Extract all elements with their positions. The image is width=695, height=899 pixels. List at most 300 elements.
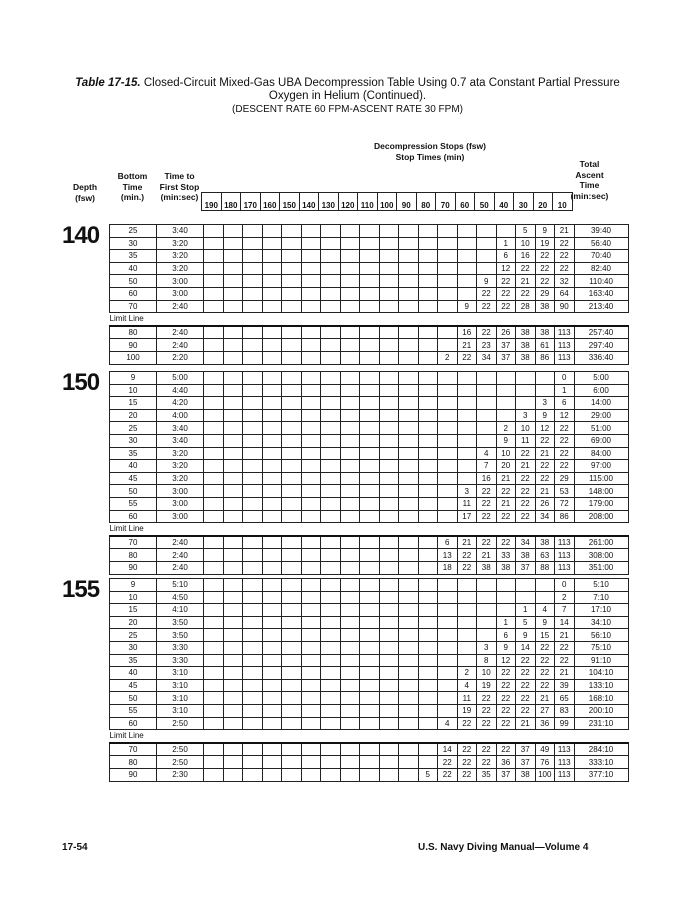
table-row xyxy=(110,591,629,604)
stop-time-cell: 22 xyxy=(555,422,575,435)
stop-time-cell: 22 xyxy=(555,641,575,654)
stop-time-cell xyxy=(360,579,380,592)
stop-depth-header-40: 40 xyxy=(494,193,514,211)
time-to-first-stop-cell: 2:50 xyxy=(157,756,204,769)
stop-time-cell xyxy=(399,225,419,238)
stop-time-cell xyxy=(399,679,419,692)
stop-time-cell xyxy=(282,549,302,562)
stop-time-cell xyxy=(204,561,224,574)
time-to-first-stop-cell: 2:50 xyxy=(157,717,204,730)
stop-time-cell xyxy=(516,579,536,592)
table-row xyxy=(110,679,629,692)
stop-time-cell xyxy=(360,549,380,562)
stop-time-cell xyxy=(340,604,360,617)
stop-time-cell xyxy=(223,510,243,523)
stop-time-cell xyxy=(360,262,380,275)
stop-time-cell xyxy=(418,326,438,339)
total-ascent-time-cell: 351:00 xyxy=(574,561,628,574)
total-ascent-time-cell: 163:40 xyxy=(574,287,628,300)
stop-time-cell: 3 xyxy=(477,641,497,654)
stop-time-cell: 22 xyxy=(496,704,516,717)
stop-time-cell: 12 xyxy=(496,262,516,275)
stop-time-cell xyxy=(282,287,302,300)
stop-time-cell: 10 xyxy=(516,422,536,435)
stop-time-cell xyxy=(301,604,321,617)
table-row xyxy=(110,472,629,485)
stop-time-cell: 113 xyxy=(555,768,575,781)
stop-time-cell xyxy=(340,667,360,680)
stop-time-cell: 63 xyxy=(535,549,555,562)
stop-time-cell xyxy=(340,510,360,523)
stop-time-cell xyxy=(418,472,438,485)
stop-time-cell xyxy=(340,756,360,769)
stop-time-cell: 113 xyxy=(555,549,575,562)
bottom-time-cell: 15 xyxy=(110,604,157,617)
stop-time-cell: 39 xyxy=(555,679,575,692)
stop-time-cell xyxy=(535,579,555,592)
stop-time-cell xyxy=(438,397,458,410)
stop-time-cell xyxy=(204,237,224,250)
stop-time-cell xyxy=(204,756,224,769)
stop-time-cell xyxy=(243,704,263,717)
stop-time-cell: 113 xyxy=(555,756,575,769)
stop-time-cell xyxy=(301,397,321,410)
stop-time-cell xyxy=(243,756,263,769)
stop-time-cell: 36 xyxy=(496,756,516,769)
table-row xyxy=(110,434,629,447)
stop-depth-header-100: 100 xyxy=(377,193,397,211)
stop-time-cell xyxy=(438,692,458,705)
bottom-time-label-2: Time xyxy=(122,181,143,192)
stop-time-cell xyxy=(223,679,243,692)
stop-time-cell xyxy=(321,372,341,385)
stop-time-cell xyxy=(477,250,497,263)
stop-time-cell xyxy=(340,351,360,364)
stop-time-cell: 2 xyxy=(555,591,575,604)
stop-time-cell xyxy=(379,561,399,574)
stop-time-cell xyxy=(262,472,282,485)
stop-time-cell: 12 xyxy=(496,654,516,667)
stop-time-cell: 21 xyxy=(555,667,575,680)
limit-line-row xyxy=(110,313,629,326)
stop-time-cell xyxy=(243,654,263,667)
stop-time-cell: 38 xyxy=(516,326,536,339)
stop-time-cell xyxy=(477,372,497,385)
stop-time-cell xyxy=(321,250,341,263)
stop-time-cell xyxy=(204,287,224,300)
stop-time-cell xyxy=(340,250,360,263)
stop-time-cell xyxy=(340,579,360,592)
stop-time-cell: 113 xyxy=(555,351,575,364)
bottom-time-cell: 10 xyxy=(110,384,157,397)
stop-time-cell xyxy=(360,372,380,385)
stop-time-cell xyxy=(496,579,516,592)
stop-time-cell xyxy=(340,300,360,313)
stop-time-cell xyxy=(360,485,380,498)
stop-time-cell xyxy=(399,434,419,447)
stop-time-cell: 22 xyxy=(535,250,555,263)
stop-time-cell xyxy=(438,409,458,422)
time-to-first-stop-cell: 3:20 xyxy=(157,447,204,460)
stop-time-cell xyxy=(438,641,458,654)
table-row xyxy=(110,604,629,617)
stop-time-cell xyxy=(223,497,243,510)
stop-time-cell xyxy=(399,300,419,313)
stop-time-cell: 22 xyxy=(477,704,497,717)
stop-time-cell: 11 xyxy=(457,497,477,510)
stop-time-cell xyxy=(321,616,341,629)
total-ascent-time-cell: 34:10 xyxy=(574,616,628,629)
time-to-first-stop-cell: 3:20 xyxy=(157,262,204,275)
bottom-time-cell: 90 xyxy=(110,768,157,781)
bottom-time-cell: 60 xyxy=(110,510,157,523)
stop-time-cell xyxy=(282,409,302,422)
table-row xyxy=(110,372,629,385)
stop-time-cell xyxy=(418,629,438,642)
time-to-first-stop-cell: 3:50 xyxy=(157,616,204,629)
stop-time-cell: 22 xyxy=(516,510,536,523)
stop-time-cell xyxy=(301,409,321,422)
stop-time-cell xyxy=(282,339,302,352)
bottom-time-cell: 55 xyxy=(110,497,157,510)
stop-time-cell xyxy=(321,300,341,313)
stop-time-cell xyxy=(418,497,438,510)
stop-time-cell: 4 xyxy=(438,717,458,730)
total-ascent-time-cell: 115:00 xyxy=(574,472,628,485)
stop-time-cell xyxy=(340,397,360,410)
stop-time-cell xyxy=(360,561,380,574)
bottom-time-cell: 35 xyxy=(110,447,157,460)
stop-time-cell: 23 xyxy=(477,339,497,352)
table-row xyxy=(110,275,629,288)
stop-time-cell xyxy=(340,768,360,781)
stop-time-cell xyxy=(223,768,243,781)
stop-time-cell xyxy=(243,549,263,562)
time-to-label: Time to xyxy=(164,171,195,181)
table-row xyxy=(110,692,629,705)
stop-time-cell xyxy=(301,641,321,654)
stop-time-cell: 32 xyxy=(555,275,575,288)
stop-time-cell xyxy=(243,339,263,352)
stop-time-cell: 22 xyxy=(555,262,575,275)
bottom-time-cell: 10 xyxy=(110,591,157,604)
stop-time-cell xyxy=(262,768,282,781)
stop-time-cell xyxy=(360,397,380,410)
stop-time-cell: 113 xyxy=(555,339,575,352)
stop-time-cell xyxy=(477,629,497,642)
stop-time-cell xyxy=(262,485,282,498)
stop-time-cell xyxy=(204,326,224,339)
stop-time-cell xyxy=(301,262,321,275)
stop-time-cell xyxy=(399,604,419,617)
stop-time-cell xyxy=(204,604,224,617)
stop-time-cell xyxy=(418,300,438,313)
stop-time-cell xyxy=(204,485,224,498)
table-row xyxy=(110,326,629,339)
table-row xyxy=(110,616,629,629)
stop-time-cell xyxy=(301,536,321,549)
stop-time-cell: 22 xyxy=(477,743,497,756)
depth-label: 155 xyxy=(62,576,100,603)
bottom-time-cell: 60 xyxy=(110,717,157,730)
stop-time-cell xyxy=(262,579,282,592)
stop-time-cell xyxy=(204,339,224,352)
stop-time-cell xyxy=(457,250,477,263)
stop-time-cell xyxy=(223,339,243,352)
total-ascent-time-cell: 261:00 xyxy=(574,536,628,549)
limit-line-row xyxy=(110,523,629,536)
first-stop-label: First Stop xyxy=(159,181,200,192)
stop-time-cell xyxy=(438,497,458,510)
bottom-time-cell: 50 xyxy=(110,485,157,498)
stop-time-cell xyxy=(418,250,438,263)
stop-time-cell xyxy=(399,472,419,485)
stop-time-cell xyxy=(340,460,360,473)
table-row xyxy=(110,654,629,667)
stop-time-cell: 86 xyxy=(555,510,575,523)
stop-time-cell xyxy=(301,250,321,263)
total-ascent-time-cell: 5:10 xyxy=(574,579,628,592)
total-ascent-time-cell: 39:40 xyxy=(574,225,628,238)
stop-time-cell: 21 xyxy=(535,447,555,460)
stop-time-cell xyxy=(438,275,458,288)
stop-time-cell: 21 xyxy=(555,225,575,238)
table-row xyxy=(110,756,629,769)
bottom-time-cell: 40 xyxy=(110,667,157,680)
stop-time-cell xyxy=(379,275,399,288)
stop-time-cell xyxy=(243,225,263,238)
stop-time-cell: 22 xyxy=(535,262,555,275)
total-ascent-time-cell: 213:40 xyxy=(574,300,628,313)
stop-time-cell: 8 xyxy=(477,654,497,667)
stop-time-cell xyxy=(321,768,341,781)
stop-time-cell xyxy=(223,579,243,592)
decompression-stops-header xyxy=(350,141,510,162)
stop-time-cell xyxy=(321,460,341,473)
stop-time-cell xyxy=(360,237,380,250)
stop-time-cell xyxy=(301,756,321,769)
stop-time-cell xyxy=(301,692,321,705)
stop-time-cell xyxy=(282,768,302,781)
stop-time-cell xyxy=(438,372,458,385)
stop-time-cell: 22 xyxy=(477,692,497,705)
stop-time-cell: 37 xyxy=(516,561,536,574)
stop-time-cell xyxy=(243,275,263,288)
stop-time-cell: 113 xyxy=(555,743,575,756)
stop-time-cell xyxy=(399,384,419,397)
stop-time-cell: 38 xyxy=(535,326,555,339)
stop-time-cell: 22 xyxy=(516,679,536,692)
stop-time-cell: 22 xyxy=(477,300,497,313)
stop-time-cell: 20 xyxy=(496,460,516,473)
stop-time-cell xyxy=(418,460,438,473)
stop-time-cell xyxy=(262,372,282,385)
stop-time-cell: 12 xyxy=(535,422,555,435)
stop-time-cell: 72 xyxy=(555,497,575,510)
stop-time-cell: 21 xyxy=(535,485,555,498)
stop-time-cell xyxy=(301,225,321,238)
stop-time-cell xyxy=(379,351,399,364)
stop-time-cell xyxy=(262,447,282,460)
stop-time-cell xyxy=(477,384,497,397)
table-row xyxy=(110,667,629,680)
stop-time-cell xyxy=(204,497,224,510)
stop-time-cell: 6 xyxy=(555,397,575,410)
bottom-time-cell: 70 xyxy=(110,743,157,756)
stop-time-cell xyxy=(418,409,438,422)
depth-label: 150 xyxy=(62,369,100,396)
stop-time-cell xyxy=(438,326,458,339)
stop-time-cell xyxy=(243,237,263,250)
stop-time-cell xyxy=(204,409,224,422)
total-ascent-time-cell: 308:00 xyxy=(574,549,628,562)
stop-time-cell xyxy=(438,287,458,300)
time-to-first-stop-cell: 3:00 xyxy=(157,287,204,300)
stop-time-cell xyxy=(321,756,341,769)
time-to-first-stop-cell: 3:00 xyxy=(157,497,204,510)
stop-time-cell xyxy=(321,654,341,667)
stop-time-cell xyxy=(399,497,419,510)
bottom-time-cell: 50 xyxy=(110,692,157,705)
bottom-time-cell: 40 xyxy=(110,262,157,275)
stop-time-cell xyxy=(243,692,263,705)
stop-time-cell xyxy=(262,339,282,352)
stop-time-cell: 22 xyxy=(477,756,497,769)
stop-time-cell xyxy=(204,422,224,435)
bottom-time-cell: 30 xyxy=(110,434,157,447)
stop-time-cell xyxy=(340,679,360,692)
stop-depth-header-120: 120 xyxy=(338,193,358,211)
stop-time-cell xyxy=(340,384,360,397)
stop-time-cell: 14 xyxy=(438,743,458,756)
stop-time-cell xyxy=(340,692,360,705)
bottom-time-cell: 90 xyxy=(110,561,157,574)
stop-time-cell xyxy=(301,654,321,667)
stop-time-cell xyxy=(262,641,282,654)
stop-time-cell xyxy=(262,262,282,275)
stop-time-cell: 22 xyxy=(477,497,497,510)
stop-time-cell xyxy=(399,561,419,574)
stop-time-cell xyxy=(418,549,438,562)
stop-time-cell xyxy=(418,422,438,435)
stop-time-cell xyxy=(340,591,360,604)
stop-time-cell xyxy=(223,536,243,549)
stop-time-cell xyxy=(379,604,399,617)
stop-time-cell xyxy=(379,667,399,680)
stop-time-cell xyxy=(340,339,360,352)
first-stop-unit: (min:sec) xyxy=(160,192,199,202)
stop-time-cell xyxy=(321,717,341,730)
stop-time-cell xyxy=(223,351,243,364)
stop-time-cell xyxy=(223,641,243,654)
total-ascent-time-cell: 110:40 xyxy=(574,275,628,288)
stop-time-cell xyxy=(360,300,380,313)
stop-time-cell xyxy=(496,225,516,238)
stop-time-cell xyxy=(418,536,438,549)
stop-time-cell xyxy=(418,679,438,692)
stop-time-cell xyxy=(379,654,399,667)
stop-time-cell xyxy=(262,434,282,447)
stop-depth-header-50: 50 xyxy=(475,193,495,211)
stop-time-cell xyxy=(204,743,224,756)
stop-time-cell xyxy=(262,704,282,717)
table-row xyxy=(110,717,629,730)
stop-time-cell xyxy=(223,629,243,642)
stop-time-cell: 12 xyxy=(555,409,575,422)
stop-time-cell xyxy=(223,717,243,730)
stop-time-cell xyxy=(282,654,302,667)
stop-time-cell xyxy=(360,275,380,288)
stop-time-cell: 21 xyxy=(496,472,516,485)
stop-time-cell xyxy=(360,434,380,447)
depth-table-section xyxy=(109,224,629,365)
stop-time-cell xyxy=(340,641,360,654)
stop-time-cell: 22 xyxy=(457,768,477,781)
stop-time-cell xyxy=(223,549,243,562)
stop-time-cell xyxy=(379,536,399,549)
stop-time-cell xyxy=(223,472,243,485)
table-row xyxy=(110,460,629,473)
time-to-first-stop-cell: 3:10 xyxy=(157,692,204,705)
stop-time-cell xyxy=(282,372,302,385)
bottom-time-cell: 25 xyxy=(110,225,157,238)
stop-time-cell xyxy=(477,237,497,250)
stop-time-cell: 6 xyxy=(496,250,516,263)
stop-time-cell xyxy=(282,434,302,447)
stop-time-cell xyxy=(418,717,438,730)
stop-time-cell xyxy=(399,351,419,364)
stop-time-cell xyxy=(418,262,438,275)
stop-time-cell: 22 xyxy=(477,485,497,498)
stop-time-cell: 99 xyxy=(555,717,575,730)
stop-time-cell xyxy=(243,422,263,435)
stop-time-cell: 113 xyxy=(555,561,575,574)
stop-time-cell: 22 xyxy=(535,679,555,692)
stop-time-cell xyxy=(282,536,302,549)
stop-time-cell: 76 xyxy=(535,756,555,769)
depth-header-unit: (fsw) xyxy=(75,192,95,203)
stop-time-cell: 22 xyxy=(555,460,575,473)
stop-time-cell xyxy=(457,409,477,422)
stop-time-cell xyxy=(360,409,380,422)
stop-time-cell: 6 xyxy=(496,629,516,642)
stop-time-cell xyxy=(418,237,438,250)
table-row xyxy=(110,409,629,422)
stop-time-cell: 2 xyxy=(438,351,458,364)
stop-time-cell: 4 xyxy=(457,679,477,692)
stop-time-cell xyxy=(282,262,302,275)
stop-time-cell xyxy=(360,536,380,549)
stop-time-cell: 21 xyxy=(496,497,516,510)
stop-time-cell: 22 xyxy=(555,654,575,667)
total-ascent-time-cell: 69:00 xyxy=(574,434,628,447)
stop-time-cell: 22 xyxy=(457,351,477,364)
stop-time-cell: 21 xyxy=(477,549,497,562)
stop-time-cell xyxy=(340,704,360,717)
stop-time-cell xyxy=(243,667,263,680)
stop-time-cell: 22 xyxy=(477,536,497,549)
stop-time-cell xyxy=(204,692,224,705)
limit-line-label: Limit Line xyxy=(110,523,629,536)
stop-time-cell xyxy=(321,397,341,410)
table-row xyxy=(110,237,629,250)
stop-depth-header-190: 190 xyxy=(202,193,222,211)
stop-time-cell: 9 xyxy=(457,300,477,313)
stop-time-cell: 13 xyxy=(438,549,458,562)
time-to-first-stop-cell: 2:40 xyxy=(157,549,204,562)
stop-depth-header-20: 20 xyxy=(533,193,553,211)
time-to-first-stop-cell: 3:30 xyxy=(157,654,204,667)
